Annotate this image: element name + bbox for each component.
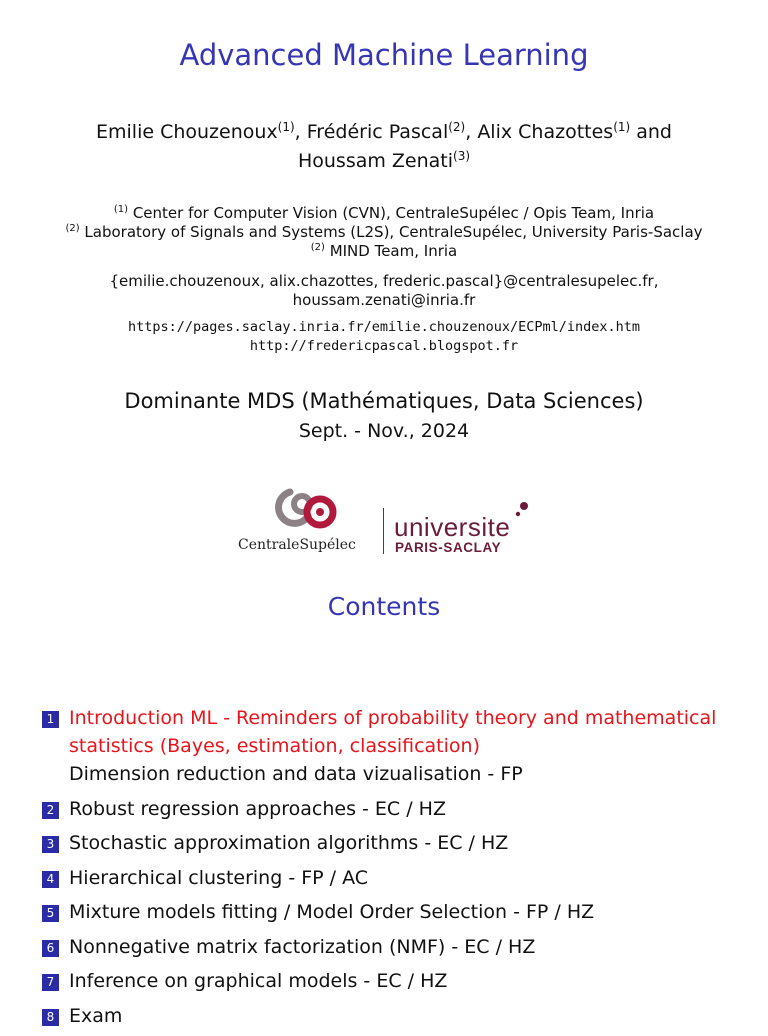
toc-item-text: Inference on graphical models - EC / HZ <box>69 970 448 992</box>
toc-number-badge: 5 <box>42 905 59 922</box>
centralesupelec-logo-text: CentraleSupélec <box>238 537 356 553</box>
blog-url[interactable]: http://fredericpascal.blogspot.fr <box>249 338 519 354</box>
affiliation-mark: (2) <box>65 223 80 234</box>
toc-item-text: Hierarchical clustering - FP / AC <box>69 866 369 889</box>
universite-logo-text: universite <box>394 512 511 542</box>
author-list <box>40 118 728 176</box>
toc-number-badge: 6 <box>42 940 59 957</box>
email-list <box>20 272 748 310</box>
course-url[interactable]: https://pages.saclay.inria.fr/emilie.chouzenoux/ECPml/index.htm <box>127 319 641 335</box>
centralesupelec-logo-icon <box>262 480 372 536</box>
toc-item-text: Exam <box>69 1004 123 1027</box>
affiliation-mark: (2) <box>310 242 325 253</box>
table-of-contents <box>42 704 742 1036</box>
toc-number-badge: 1 <box>42 711 59 728</box>
toc-item[interactable] <box>42 829 742 857</box>
paris-saclay-logo-text: PARIS-SACLAY <box>395 540 502 555</box>
affiliation-text: Center for Computer Vision (CVN), CentraleSupélec / Opis Team, Inria <box>128 204 655 222</box>
email-line: houssam.zenati@inria.fr <box>292 291 476 309</box>
affiliation-line <box>20 242 748 261</box>
affiliation-text: MIND Team, Inria <box>324 242 458 260</box>
toc-item-text: Mixture models fitting / Model Order Selection - FP / HZ <box>69 901 595 923</box>
affiliation-mark: (1) <box>113 204 129 215</box>
affiliation-list <box>20 204 748 261</box>
toc-item-text: Introduction ML - Reminders of probability theory and mathematical statistics (Bayes, estimation, classification) <box>69 707 717 757</box>
toc-item-subtext: Dimension reduction and data vizualisation - FP <box>69 763 523 785</box>
author-name: , Frédéric Pascal <box>294 121 449 143</box>
author-name: Houssam Zenati <box>297 150 454 172</box>
institution-logos <box>228 478 540 558</box>
toc-number-badge: 7 <box>42 974 59 991</box>
author-affiliation-mark: (2) <box>448 120 466 134</box>
toc-item-text: Nonnegative matrix factorization (NMF) - EC / HZ <box>69 935 536 958</box>
toc-item[interactable] <box>42 967 742 995</box>
email-line: {emilie.chouzenoux, alix.chazottes, frederic.pascal}@centralesupelec.fr, <box>109 272 659 290</box>
toc-item[interactable] <box>42 1002 742 1030</box>
affiliation-line <box>20 223 748 242</box>
author-conjunction: and <box>630 121 672 143</box>
affiliation-text: Laboratory of Signals and Systems (L2S), CentraleSupélec, University Paris-Saclay <box>79 223 703 241</box>
toc-number-badge: 4 <box>42 871 59 888</box>
toc-item[interactable] <box>42 795 742 823</box>
url-list <box>20 318 748 356</box>
logo-divider <box>383 508 384 554</box>
toc-item[interactable] <box>42 933 742 961</box>
toc-item[interactable] <box>42 898 742 926</box>
toc-number-badge: 2 <box>42 802 59 819</box>
course-dates: Sept. - Nov., 2024 <box>298 420 470 442</box>
document-title: Advanced Machine Learning <box>179 38 589 72</box>
author-name: Emilie Chouzenoux <box>96 121 278 143</box>
toc-number-badge: 3 <box>42 836 59 853</box>
affiliation-line <box>20 204 748 223</box>
universite-accent-icon <box>514 500 534 520</box>
contents-heading: Contents <box>327 592 441 621</box>
toc-item-text: Stochastic approximation algorithms - EC / HZ <box>69 832 509 854</box>
author-affiliation-mark: (1) <box>613 120 631 134</box>
toc-item[interactable] <box>42 704 742 788</box>
toc-item-text: Robust regression approaches - EC / HZ <box>69 797 446 820</box>
program-name: Dominante MDS (Mathématiques, Data Sciences) <box>124 389 644 413</box>
toc-number-badge: 8 <box>42 1009 59 1026</box>
author-affiliation-mark: (3) <box>453 149 471 163</box>
toc-item[interactable] <box>42 864 742 892</box>
author-name: , Alix Chazottes <box>465 121 614 143</box>
author-affiliation-mark: (1) <box>277 120 295 134</box>
